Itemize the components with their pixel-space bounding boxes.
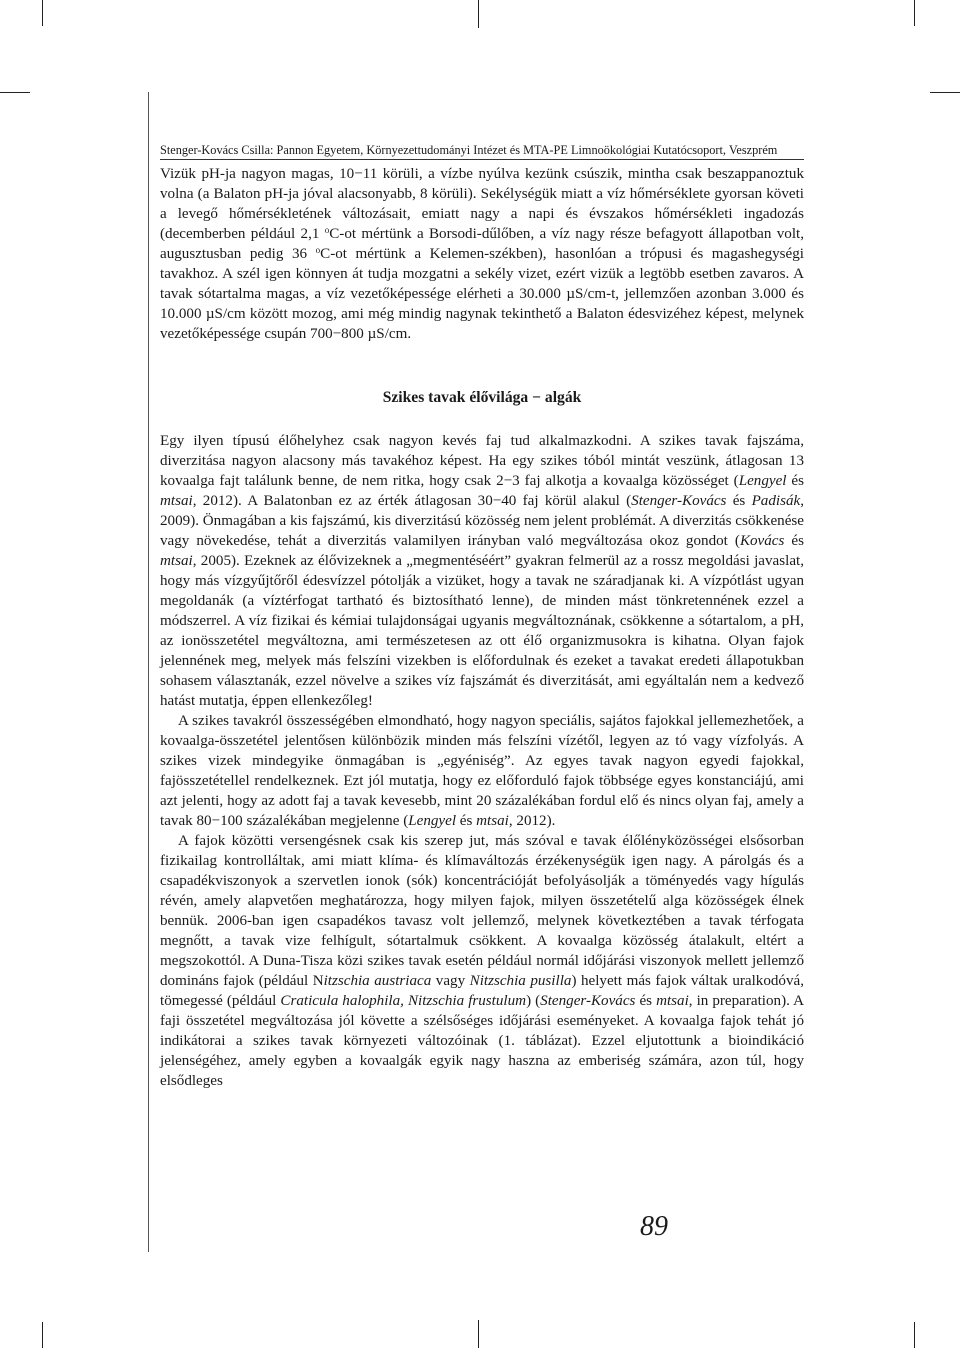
text-run: és xyxy=(786,473,804,489)
paragraph xyxy=(160,831,804,1091)
crop-mark-left-upper xyxy=(0,92,30,93)
text-run: , 2012). xyxy=(508,813,556,829)
italic-text: Lengyel xyxy=(738,473,787,489)
italic-text: Stenger-Kovács xyxy=(631,493,727,509)
text-run: és xyxy=(635,993,657,1009)
body-text xyxy=(160,164,804,1091)
text-run: C-ot mértünk a Kelemen-székben), hasonlóan a trópusi és magashegységi tavakhoz. A szél igen könnyen át tudja mozgatni a sekély vizet, ezért vizük a legtöbb esetben zavaros. A tavak sótartalma magas, a víz vezetőképessége elérheti a 30.000 µS/cm-t, jellemzően azonban 3.000 és 10.000 µS/cm között mozog, ami még mindig nagynak tekinthető a Balaton édesvizéhez képest, melynek vezetőképessége csupán 700−800 µS/cm. xyxy=(160,246,804,342)
text-run: C-ot mértünk a Borsodi-dűlőben, a víz nagy része befagyott állapotban volt, augusztusban pedig 36 xyxy=(160,226,804,262)
italic-text: Padisák xyxy=(751,493,801,509)
italic-text: mtsai xyxy=(160,493,193,509)
superscript-text: o xyxy=(315,245,321,255)
text-run: és xyxy=(456,813,477,829)
section-heading: Szikes tavak élővilága − algák xyxy=(382,389,582,406)
italic-text: itzschia austriaca xyxy=(323,973,432,989)
italic-text: Stenger-Kovács xyxy=(540,993,636,1009)
paragraph-list xyxy=(160,431,804,1091)
italic-text: Nitzschia pusilla xyxy=(469,973,572,989)
crop-mark-bottom-left xyxy=(42,1322,43,1348)
text-run: Egy ilyen típusú élőhelyhez csak nagyon kevés faj tud alkalmazkodni. A szikes tavak fajszáma, diverzitása nagyon alacsony más tavakéhoz képest. Ha egy szikes tóból mintát veszünk, átlagosan 13 kovaalga fajt találunk benne, de nem ritka, hogy csak 2−3 faj alkotja a kovaalga közösséget ( xyxy=(160,433,804,489)
paragraph xyxy=(160,711,804,831)
italic-text: Lengyel xyxy=(408,813,457,829)
text-run: vagy xyxy=(431,973,470,989)
page-number: 89 xyxy=(640,1211,668,1242)
intro-paragraph xyxy=(160,164,804,344)
text-run: és xyxy=(726,493,752,509)
crop-mark-top-left xyxy=(42,0,43,26)
paragraph xyxy=(160,431,804,711)
text-run: A fajok közötti versengésnek csak kis szerep jut, más szóval e tavak élőlényközösségei elsősorban fizikailag kontrolláltak, ami miatt klíma- és klímaváltozás érzékenységük igen nagy. A párolgás és a csapadékviszonyok a szervetlen ionok (sók) koncentrációját befolyásolják a töményedés vagy hígulás révén, amely alapvetően meghatározza, hogy milyen fajok, milyen összetételű alga közösségek élnek bennük. 2006-ban igen csapadékos tavasz volt jellemző, melynek következtében a tavak térfogata megnőtt, a tavak vize felhígult, sótartalmuk csökkent. A kovaalga közösség átalakult, eltért a megszokottól. A Duna-Tisza közi szikes tavak esetén például normál időjárási viszonyok mellett jellemző domináns fajok (például N xyxy=(160,833,804,989)
text-run: , 2012). A Balatonban ez az érték átlagosan 30−40 faj körül alakul ( xyxy=(192,493,632,509)
crop-mark-top-right xyxy=(914,0,915,26)
superscript-text: o xyxy=(324,225,330,235)
text-run: A szikes tavakról összességében elmondható, hogy nagyon speciális, sajátos fajokkal jellemezhetőek, a kovaalga-összetétel jelentősen különbözik minden más felszíni vízétől, legyen az tó vagy vízfolyás. A szikes vizek mindegyike önmagában is „egyéniség”. Az egyes tavak nagyon egyedi fajokkal, fajösszetétellel rendelkeznek. Ezt jól mutatja, hogy ez előforduló fajok többsége egyes konstanciájú, ami azt jelenti, hogy az adott faj a tavak kevesebb, mint 20 százalékában fordul elő és nincs olyan faj, amely a tavak 80−100 százalékában megjelenne ( xyxy=(160,713,804,829)
italic-text: mtsai xyxy=(656,993,689,1009)
text-run: ) ( xyxy=(526,993,541,1009)
crop-mark-bottom-right xyxy=(914,1322,915,1348)
crop-mark-top-center xyxy=(478,0,479,28)
margin-rule xyxy=(148,92,149,1252)
text-run: és xyxy=(784,533,804,549)
text-run: , 2005). Ezeknek az élővizeknek a „megmentéséért” gyakran felmerül az a rossz megoldási javaslat, hogy más vízgyűjtőről édesvízzel pótolják a vizüket, hogy a tavak ne száradjanak ki. A vízpótlást ugyan megoldanák (a víztérfogat tartható és biztosítható lenne), de minden mást tönkretennének ezzel a módszerrel. A víz fizikai és kémiai tulajdonságai ugyanis megváltoznának, csökkenne a sótartalom, a pH, az ionösszetétel megváltozna, ami természetesen az ott élő organizmusokra is kihatna. Olyan fajok jelennének meg, melyek más felszíni vizekben is előfordulnak és ezeket a tavakat eredeti állapotukban sohasem választanák, ezzel növelve a szikes víz fajszámát és diverzitását, ami egyáltalán nem a kedvező hatást mutatja, éppen ellenkezőleg! xyxy=(160,553,804,709)
italic-text: mtsai xyxy=(160,553,193,569)
text-run: ) helyett más fajok váltak uralkodóvá, tömegessé (például xyxy=(160,973,804,1009)
italic-text: Craticula halophila, Nitzschia frustulum xyxy=(280,993,527,1009)
text-run: , in preparation). A faji összetétel megváltozása jól követte a szélsőséges időjárási eseményeket. A kovaalga fajok tehát jó indikátorai a szikes tavak környezeti változóinak (1. táblázat). Ezzel eljutottunk a bioindikáció jelenségéhez, amely egyben a kovaalgák egyik nagy haszna az emberiség számára, azon túl, hogy elsődleges xyxy=(160,993,804,1089)
text-run: , 2009). Önmagában a kis fajszámú, kis diverzitású közösség nem jelent problémát. A diverzitás csökkenése vagy növekedése, tehát a diverzitás valamilyen irányban való megváltozása okoz gondot ( xyxy=(160,493,804,549)
italic-text: Kovács xyxy=(739,533,785,549)
text-run: Vizük pH-ja nagyon magas, 10−11 körüli, a vízbe nyúlva kezünk csúszik, mintha csak beszappanoztuk volna (a Balaton pH-ja jóval alacsonyabb, 8 körüli). Sekélységük miatt a víz hőmérséklete gyorsan követi a levegő hőmérsékletének változásait, emiatt nagy a napi és évszakos hőmérsékleti ingadozás (decemberben például 2,1 xyxy=(160,166,804,242)
italic-text: mtsai xyxy=(476,813,509,829)
running-head: Stenger-Kovács Csilla: Pannon Egyetem, Környezettudományi Intézet és MTA-PE Limnoökológiai Kutatócsoport, Veszprém xyxy=(160,142,804,160)
crop-mark-bottom-center xyxy=(478,1320,479,1348)
crop-mark-right-upper xyxy=(930,92,960,93)
